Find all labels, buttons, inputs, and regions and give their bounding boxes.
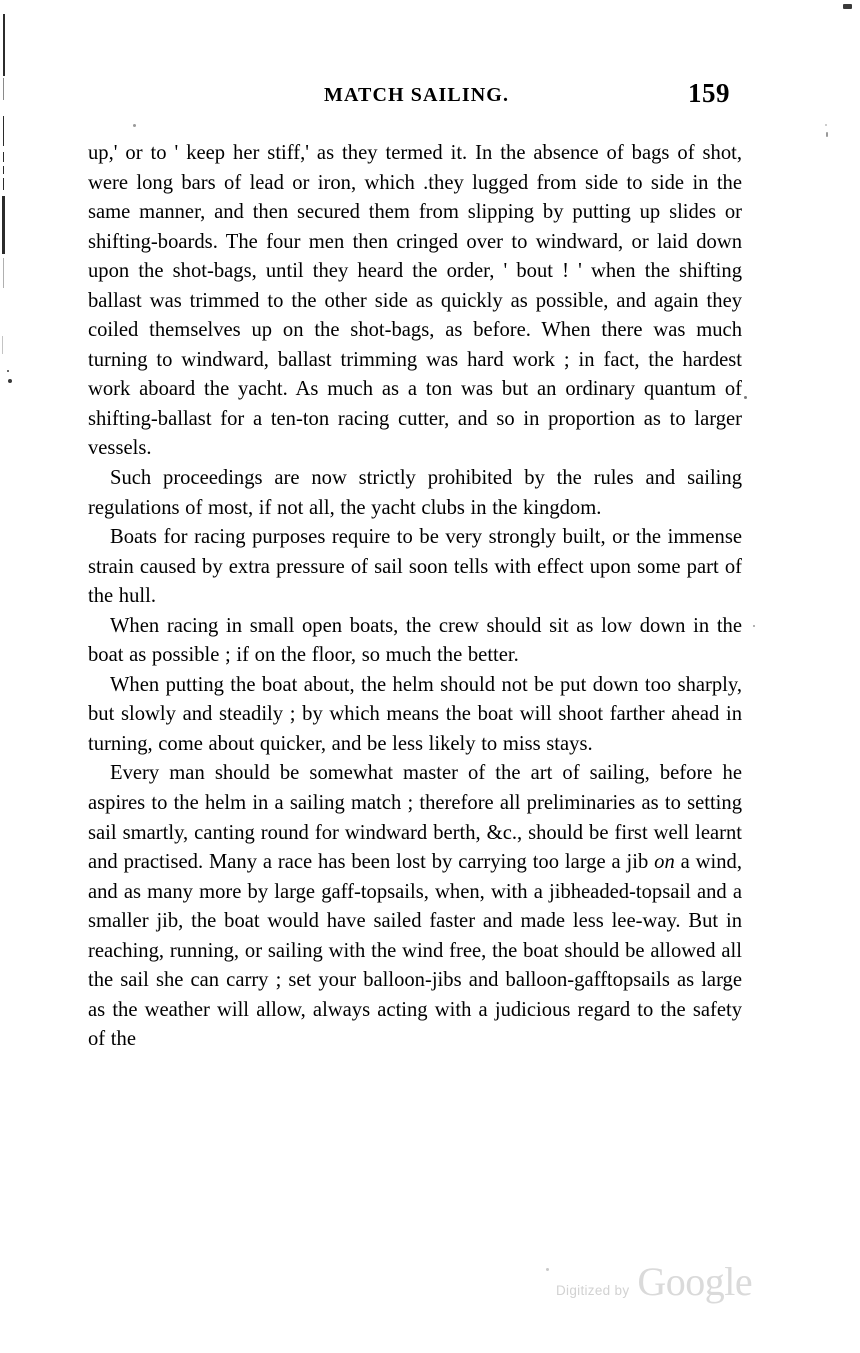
binding-line-segment: [2, 196, 5, 254]
body-text-column: [88, 139, 742, 1055]
binding-line-segment: [3, 178, 4, 190]
page-title: MATCH SAILING.: [324, 84, 510, 106]
paragraph: Every man should be somewhat master of the art of sailing, before he aspires to the helm in a sailing match ; therefore all preliminaries as to setting sail smartly, canting round for windward berth, &c., should be first well learnt and practised. Many a race has been lost by carrying too large a jib on a wind, and as many more by large gaff-topsails, when, with a jibheaded-topsail and a smaller jib, the boat would have sailed faster and made less lee-way. But in reaching, running, or sailing with the wind free, the boat should be allowed all the sail she can carry ; set your balloon-jibs and balloon-gafftopsails as large as the weather will allow, always acting with a judicious regard to the safety of the: [88, 762, 742, 1051]
page-number: 159: [688, 78, 730, 108]
scan-speck: [8, 379, 12, 383]
italic-run: on: [654, 851, 675, 874]
binding-line-segment: [3, 116, 4, 146]
scan-speck: [546, 1268, 549, 1271]
watermark-prefix: Digitized by: [556, 1283, 630, 1298]
binding-line-segment: [3, 152, 4, 162]
scan-speck: [753, 625, 755, 627]
binding-line-segment: [3, 14, 5, 76]
scan-speck: [7, 370, 9, 372]
scan-speck: [843, 4, 852, 9]
digitized-by-google-watermark: [556, 1258, 752, 1302]
paragraph: When racing in small open boats, the crew should sit as low down in the boat as possible ; if on the floor, so much the better.: [88, 614, 742, 667]
binding-line-segment: [3, 258, 4, 288]
binding-line-segment: [3, 166, 4, 174]
paragraph: When putting the boat about, the helm should not be put down too sharply, but slowly and steadily ; by which means the boat will shoot farther ahead in turning, come about quicker, and be less likely to miss stays.: [88, 673, 742, 755]
scan-speck: [826, 132, 828, 137]
scan-speck: [133, 124, 136, 127]
binding-line-segment: [2, 336, 3, 354]
paragraph: Boats for racing purposes require to be very strongly built, or the immense strain caused by extra pressure of sail soon tells with effect upon some part of the hull.: [88, 526, 742, 608]
running-head: [0, 78, 860, 114]
watermark-brand: Google: [637, 1259, 753, 1304]
scan-speck: [825, 124, 827, 126]
scan-speck: [744, 396, 747, 399]
paragraph: Such proceedings are now strictly prohibited by the rules and sailing regulations of most, if not all, the yacht clubs in the kingdom.: [88, 467, 742, 519]
paragraph: up,' or to ' keep her stiff,' as they termed it. In the absence of bags of shot, were long bars of lead or iron, which .they lugged from side to side in the same manner, and then secured them from slipping by putting up slides or shifting-boards. The four men then cringed over to windward, or laid down upon the shot-bags, until they heard the order, ' bout ! ' when the shifting ballast was trimmed to the other side as quickly as possible, and again they coiled themselves up on the shot-bags, as before. When there was much turning to windward, ballast trimming was hard work ; in fact, the hardest work aboard the yacht. As much as a ton was but an ordinary quantum of shifting-ballast for a ten-ton racing cutter, and so in proportion as to larger vessels.: [88, 142, 742, 460]
